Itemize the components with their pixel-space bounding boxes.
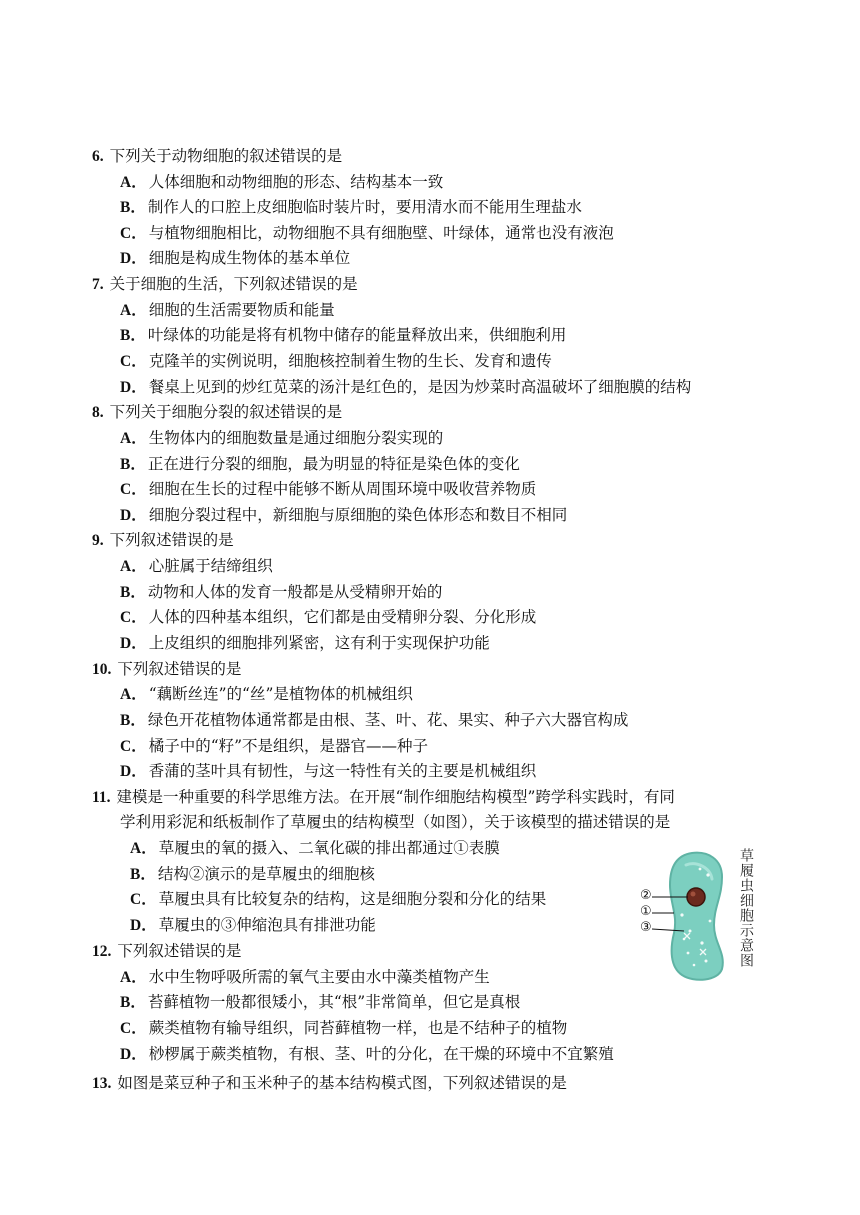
option-6c	[120, 223, 614, 244]
option-text: 草履虫的氧的摄入、二氧化碳的排出都通过①表膜	[158, 839, 500, 857]
option-letter: B．	[120, 327, 146, 344]
option-text: 桫椤属于蕨类植物，有根、茎、叶的分化，在干燥的环境中不宜繁殖	[148, 1045, 614, 1063]
option-6a	[120, 172, 443, 193]
question-stem: 下列叙述错误的是	[109, 531, 234, 549]
option-9c	[120, 607, 536, 628]
option-letter: D．	[120, 763, 147, 780]
option-12b	[120, 992, 520, 1013]
option-9d	[120, 633, 490, 654]
option-7a	[120, 300, 335, 321]
option-letter: B．	[120, 584, 146, 601]
option-letter: A．	[120, 969, 147, 986]
question-number: 13.	[92, 1075, 112, 1092]
option-letter: D．	[130, 917, 157, 934]
option-8c	[120, 479, 536, 500]
option-letter: B．	[120, 712, 146, 729]
option-11c	[130, 889, 546, 910]
option-text: 餐桌上见到的炒红苋菜的汤汁是红色的，是因为炒菜时高温破坏了细胞膜的结构	[148, 378, 692, 396]
option-9a	[120, 556, 273, 577]
option-10c	[120, 736, 428, 757]
question-number: 7.	[92, 276, 104, 293]
question-number: 10.	[92, 661, 112, 678]
option-letter: B．	[120, 994, 146, 1011]
option-6d	[120, 248, 350, 269]
option-text: 绿色开花植物体通常都是由根、茎、叶、花、果实、种子六大器官构成	[147, 711, 629, 729]
label-3: ③	[640, 920, 652, 935]
option-text: 生物体内的细胞数量是通过细胞分裂实现的	[148, 429, 444, 447]
option-text: 上皮组织的细胞排列紧密，这有利于实现保护功能	[148, 634, 490, 652]
option-letter: C．	[120, 481, 147, 498]
option-8d	[120, 505, 567, 526]
option-letter: C．	[120, 353, 147, 370]
option-text: 香蒲的茎叶具有韧性，与这一特性有关的主要是机械组织	[148, 762, 537, 780]
question-11	[92, 787, 675, 808]
question-stem: 建模是一种重要的科学思维方法。在开展“制作细胞结构模型”跨学科实践时，有同	[116, 788, 675, 806]
option-text: 心脏属于结缔组织	[148, 557, 273, 575]
figure-caption: 草履虫细胞示意图	[738, 848, 754, 968]
option-letter: C．	[120, 609, 147, 626]
question-11-stem-continued: 学利用彩泥和纸板制作了草履虫的结构模型（如图），关于该模型的描述错误的是	[120, 813, 671, 831]
option-7b	[120, 325, 566, 346]
option-11d	[130, 915, 376, 936]
question-stem: 下列关于动物细胞的叙述错误的是	[109, 147, 343, 165]
option-text: 草履虫具有比较复杂的结构，这是细胞分裂和分化的结果	[158, 890, 547, 908]
option-letter: C．	[120, 225, 147, 242]
option-11a	[130, 838, 500, 859]
option-10d	[120, 761, 536, 782]
question-number: 11.	[92, 789, 111, 806]
option-text: 细胞的生活需要物质和能量	[148, 301, 335, 319]
question-number: 6.	[92, 148, 104, 165]
label-2: ②	[640, 888, 652, 903]
option-text: 细胞在生长的过程中能够不断从周围环境中吸收营养物质	[148, 480, 537, 498]
option-text: 细胞分裂过程中，新细胞与原细胞的染色体形态和数目不相同	[148, 506, 568, 524]
question-6	[92, 146, 342, 167]
option-12a	[120, 967, 490, 988]
question-number: 9.	[92, 532, 104, 549]
option-11b	[130, 864, 375, 885]
option-12d	[120, 1044, 614, 1065]
option-text: 草履虫的③伸缩泡具有排泄功能	[158, 916, 376, 934]
option-letter: A．	[130, 840, 157, 857]
question-8	[92, 402, 342, 423]
option-letter: C．	[120, 1020, 147, 1037]
option-text: 正在进行分裂的细胞，最为明显的特征是染色体的变化	[147, 455, 520, 473]
option-letter: D．	[120, 1046, 147, 1063]
option-letter: A．	[120, 174, 147, 191]
option-text: 橘子中的“籽”不是组织，是器官——种子	[148, 737, 429, 755]
option-10b	[120, 710, 628, 731]
option-text: 蕨类植物有输导组织，同苔藓植物一样，也是不结种子的植物	[148, 1019, 568, 1037]
option-12c	[120, 1018, 567, 1039]
question-stem: 关于细胞的生活，下列叙述错误的是	[109, 275, 358, 293]
question-7	[92, 274, 358, 295]
option-letter: C．	[120, 738, 147, 755]
option-6b	[120, 197, 582, 218]
question-number: 8.	[92, 404, 104, 421]
option-text: 细胞是构成生物体的基本单位	[148, 249, 351, 267]
label-1: ①	[640, 904, 652, 919]
option-text: 与植物细胞相比，动物细胞不具有细胞壁、叶绿体，通常也没有液泡	[148, 224, 614, 242]
option-8a	[120, 428, 443, 449]
question-10	[92, 659, 241, 680]
option-letter: B．	[120, 456, 146, 473]
option-text: 人体细胞和动物细胞的形态、结构基本一致	[148, 173, 444, 191]
option-letter: A．	[120, 686, 147, 703]
option-letter: D．	[120, 635, 147, 652]
option-text: 人体的四种基本组织，它们都是由受精卵分裂、分化形成	[148, 608, 537, 626]
option-letter: D．	[120, 379, 147, 396]
option-text: 克隆羊的实例说明，细胞核控制着生物的生长、发育和遗传	[148, 352, 552, 370]
option-letter: C．	[130, 891, 157, 908]
question-stem: 如图是菜豆种子和玉米种子的基本结构模式图，下列叙述错误的是	[117, 1074, 567, 1092]
question-stem: 下列叙述错误的是	[117, 660, 242, 678]
option-9b	[120, 582, 442, 603]
option-letter: B．	[130, 866, 156, 883]
question-number: 12.	[92, 943, 112, 960]
option-text: “藕断丝连”的“丝”是植物体的机械组织	[148, 685, 413, 703]
option-10a	[120, 684, 413, 705]
question-12	[92, 941, 241, 962]
option-text: 动物和人体的发育一般都是从受精卵开始的	[147, 583, 443, 601]
option-text: 制作人的口腔上皮细胞临时装片时，要用清水而不能用生理盐水	[147, 198, 582, 216]
option-7d	[120, 377, 691, 398]
question-stem: 下列关于细胞分裂的叙述错误的是	[109, 403, 343, 421]
option-text: 苔藓植物一般都很矮小，其“根”非常简单，但它是真根	[147, 993, 521, 1011]
question-stem: 下列叙述错误的是	[117, 942, 242, 960]
option-8b	[120, 454, 520, 475]
question-13	[92, 1073, 567, 1094]
option-letter: B．	[120, 199, 146, 216]
option-letter: D．	[120, 250, 147, 267]
option-7c	[120, 351, 552, 372]
option-text: 叶绿体的功能是将有机物中储存的能量释放出来，供细胞利用	[147, 326, 567, 344]
option-text: 水中生物呼吸所需的氧气主要由水中藻类植物产生	[148, 968, 490, 986]
option-letter: A．	[120, 302, 147, 319]
option-letter: D．	[120, 507, 147, 524]
option-text: 结构②演示的是草履虫的细胞核	[157, 865, 375, 883]
question-9	[92, 530, 234, 551]
option-letter: A．	[120, 558, 147, 575]
option-letter: A．	[120, 430, 147, 447]
